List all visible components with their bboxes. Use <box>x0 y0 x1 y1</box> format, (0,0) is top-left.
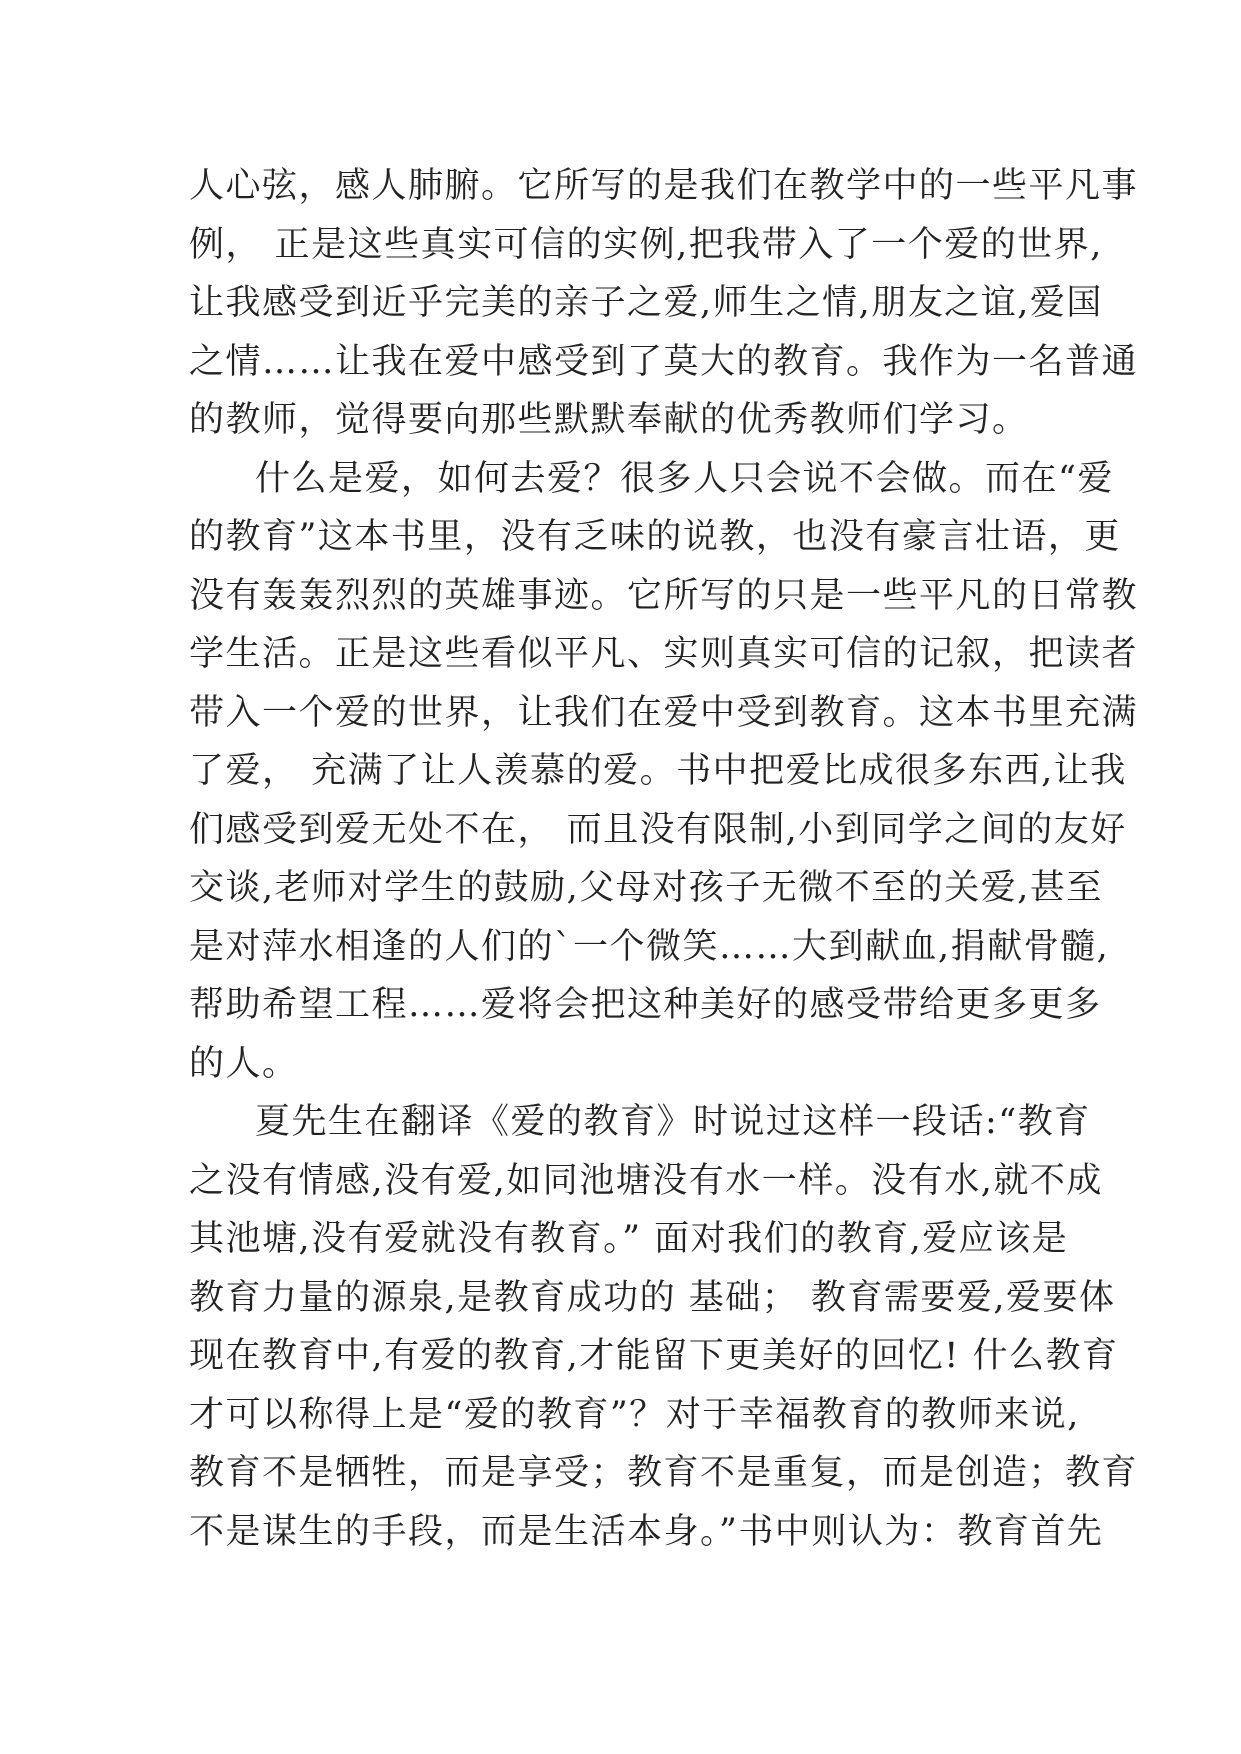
text-line: 的教育”这本书里，没有乏味的说教，也没有豪言壮语，更 <box>189 517 1121 557</box>
text-line: 其池塘,没有爱就没有教育。” 面对我们的教育,爱应该是 <box>189 1219 1069 1259</box>
text-line: 人心弦，感人肺腑。它所写的是我们在教学中的一些平凡事 <box>189 166 1139 206</box>
text-line: 的人。 <box>189 1043 299 1084</box>
text-line: 不是谋生的手段，而是生活本身。”书中则认为：教育首先 <box>189 1511 1104 1552</box>
text-line: 交谈,老师对学生的鼓励,父母对孩子无微不至的关爱,甚至 <box>189 868 1103 908</box>
text-line: 现在教育中,有爱的教育,才能留下更美好的回忆! 什么教育 <box>189 1336 1119 1376</box>
text-line: 是对萍水相逢的人们的`一个微笑……大到献血,捐献骨髓, <box>189 926 1110 967</box>
text-line: 了爱， 充满了让人羡慕的爱。书中把爱比成很多东西,让我 <box>189 751 1127 791</box>
paragraph-start-line: 夏先生在翻译《爱的教育》时说过这样一段话:“教育 <box>255 1102 1091 1142</box>
paragraph-start-line: 什么是爱，如何去爱？很多人只会说不会做。而在“爱 <box>255 458 1114 499</box>
text-line: 教育不是牺牲，而是享受；教育不是重复，而是创造；教育 <box>189 1453 1139 1493</box>
text-line: 教育力量的源泉,是教育成功的 基础； 教育需要爱,爱要体 <box>189 1277 1116 1318</box>
text-line: 之没有情感,没有爱,如同池塘没有水一样。没有水,就不成 <box>189 1160 1103 1201</box>
text-line: 之情……让我在爱中感受到了莫大的教育。我作为一名普通 <box>189 341 1139 382</box>
text-line: 带入一个爱的世界，让我们在爱中受到教育。这本书里充满 <box>189 692 1139 733</box>
text-line: 例， 正是这些真实可信的实例,把我带入了一个爱的世界, <box>189 224 1103 265</box>
text-line: 们感受到爱无处不在， 而且没有限制,小到同学之间的友好 <box>189 809 1127 850</box>
text-line: 才可以称得上是“爱的教育”？对于幸福教育的教师来说, <box>189 1394 1080 1435</box>
text-line: 帮助希望工程……爱将会把这种美好的感受带给更多更多 <box>189 985 1102 1025</box>
text-line: 让我感受到近乎完美的亲子之爱,师生之情,朋友之谊,爱国 <box>189 283 1103 323</box>
text-line: 没有轰轰烈烈的英雄事迹。它所写的只是一些平凡的日常教 <box>189 575 1139 616</box>
text-line: 的教师，觉得要向那些默默奉献的优秀教师们学习。 <box>189 400 1029 440</box>
text-line: 学生活。正是这些看似平凡、实则真实可信的记叙，把读者 <box>189 634 1139 674</box>
